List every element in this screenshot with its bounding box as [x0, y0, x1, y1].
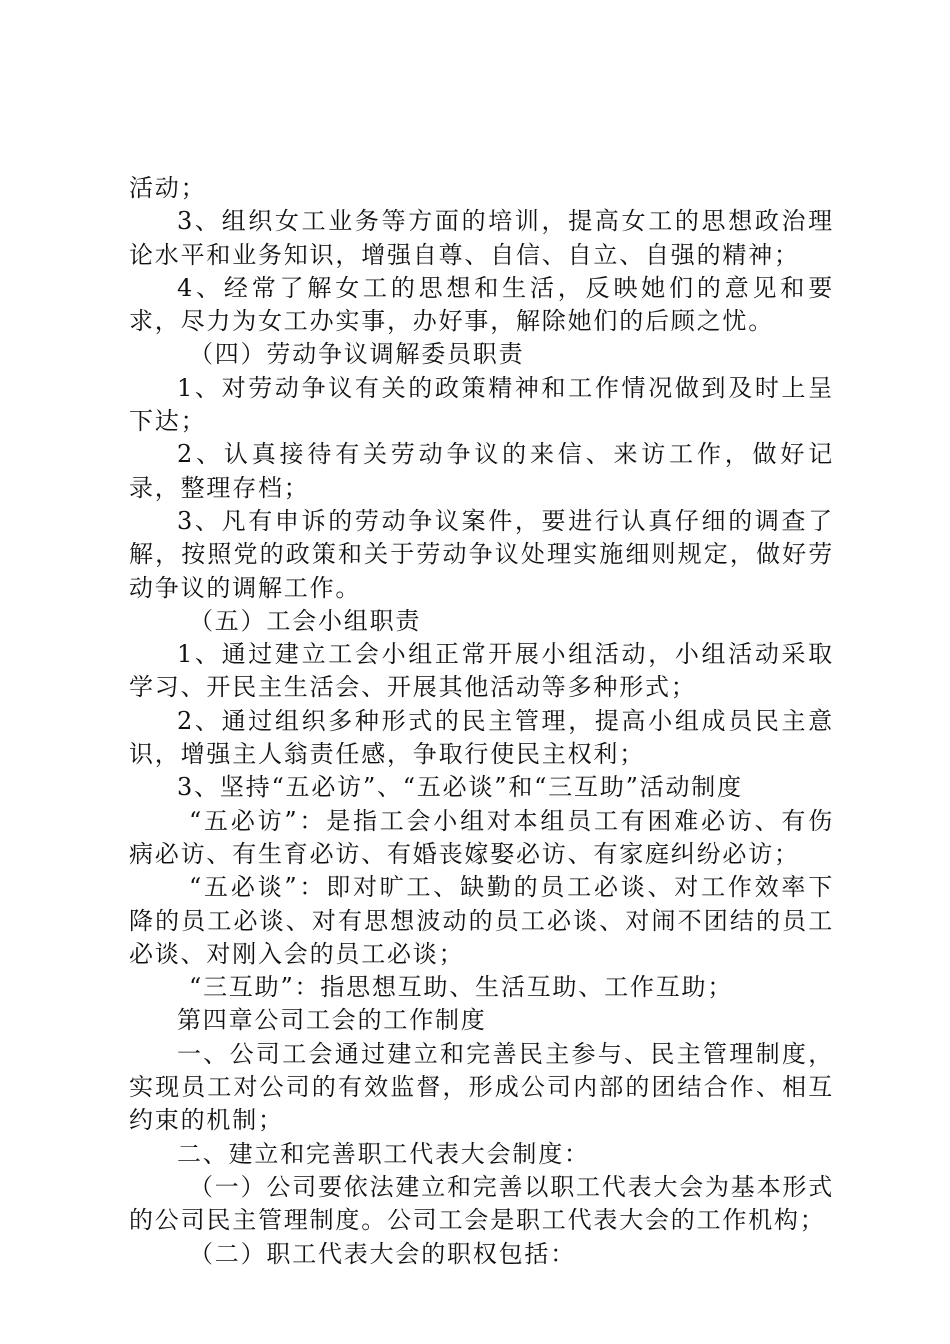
paragraph: 4、经常了解女工的思想和生活，反映她们的意见和要求，尽力为女工办实事，办好事，解除她们的后顾之忧。 [129, 273, 834, 336]
paragraph: 二、建立和完善职工代表大会制度： [177, 1139, 590, 1168]
paragraph: 2、认真接待有关劳动争议的来信、来访工作，做好记录，整理存档； [129, 440, 834, 502]
paragraph: “三互助”：指思想互助、生活互助、工作互助； [189, 973, 734, 1002]
paragraph: 活动； [129, 174, 207, 202]
paragraph: （二）职工代表大会的职权包括： [189, 1239, 576, 1268]
paragraph: 3、坚持“五必访”、“五必谈”和“三互助”活动制度 [177, 773, 743, 802]
paragraph: 3、组织女工业务等方面的培训，提高女工的思想政治理论水平和业务知识，增强自尊、自信、自立、自强的精神； [129, 207, 834, 269]
paragraph: （一）公司要依法建立和完善以职工代表大会为基本形式的公司民主管理制度。公司工会是职工代表大会的工作机构； [129, 1172, 834, 1235]
paragraph: “五必谈”：即对旷工、缺勤的员工必谈、对工作效率下降的员工必谈、对有思想波动的员工必谈、对闹不团结的员工必谈、对刚入会的员工必谈； [129, 873, 834, 968]
section-heading: （五）工会小组职责 [189, 606, 422, 635]
section-heading: （四）劳动争议调解委员职责 [189, 340, 525, 369]
paragraph: 1、通过建立工会小组正常开展小组活动，小组活动采取学习、开民主生活会、开展其他活动等多种形式； [129, 640, 834, 702]
document-body [129, 172, 834, 1271]
paragraph: 一、公司工会通过建立和完善民主参与、民主管理制度，实现员工对公司的有效监督，形成公司内部的团结合作、相互约束的机制； [129, 1039, 834, 1135]
paragraph: 2、通过组织多种形式的民主管理，提高小组成员民主意识，增强主人翁责任感，争取行使民主权利； [129, 706, 834, 769]
paragraph: “五必访”：是指工会小组对本组员工有困难必访、有伤病必访、有生育必访、有婚丧嫁娶必访、有家庭纠纷必访； [129, 806, 834, 868]
paragraph: 3、凡有申诉的劳动争议案件，要进行认真仔细的调查了解，按照党的政策和关于劳动争议处理实施细则规定，做好劳动争议的调解工作。 [129, 506, 834, 602]
paragraph: 1、对劳动争议有关的政策精神和工作情况做到及时上呈下达； [129, 373, 834, 436]
chapter-heading: 第四章公司工会的工作制度 [177, 1006, 487, 1035]
